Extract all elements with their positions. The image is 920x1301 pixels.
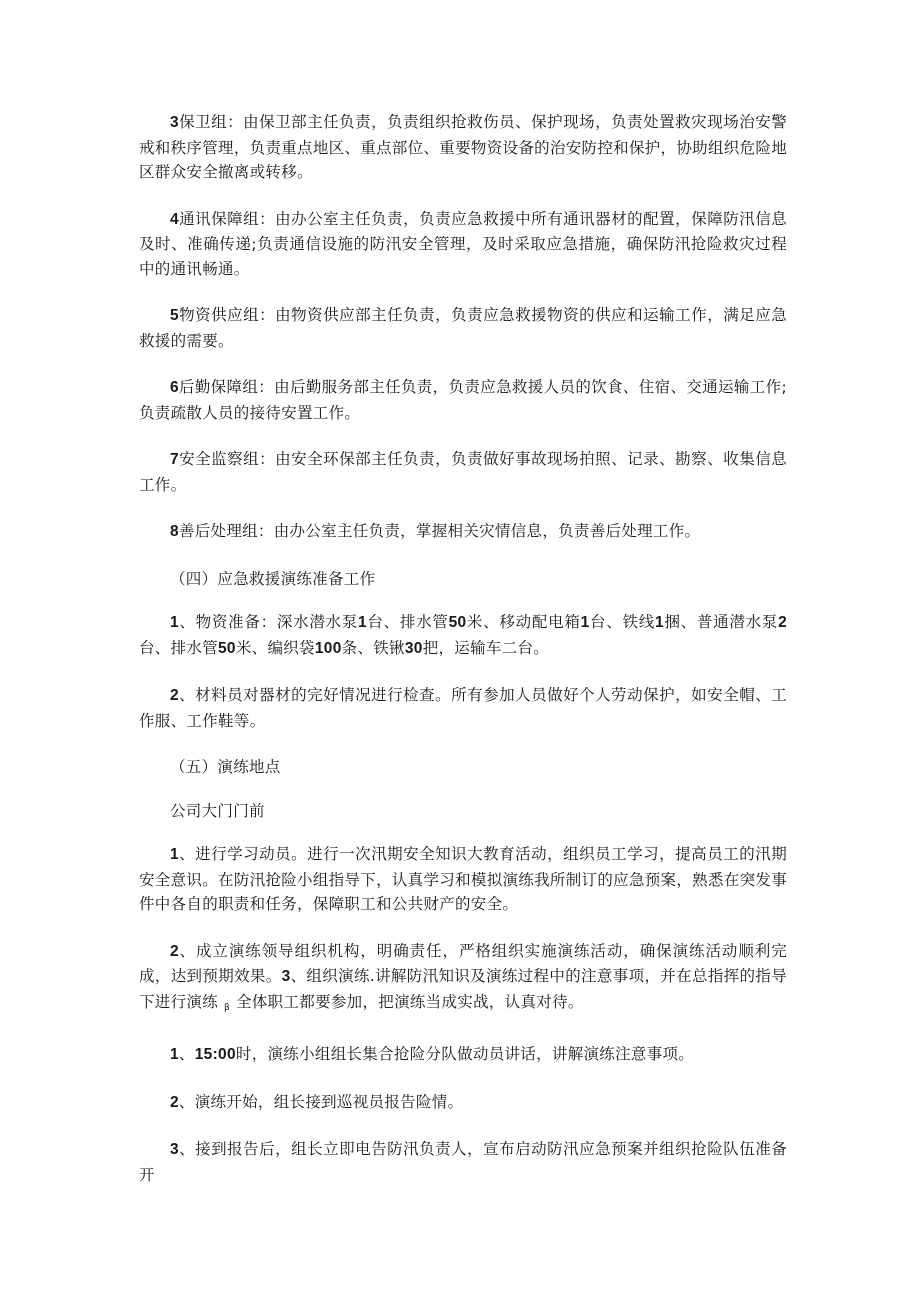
paragraph-aftermath-group: 8善后处理组：由办公室主任负责，掌握相关灾情信息，负责善后处理工作。 <box>170 522 701 540</box>
paragraph-logistics-group: 6后勤保障组：由后勤服务部主任负责，负责应急救援人员的饮食、住宿、交通运输工作;负责疏散人员的接待安置工作。 <box>139 378 787 422</box>
section-heading-preparation: （四）应急救援演练准备工作 <box>170 569 376 588</box>
section-heading-location: （五）演练地点 <box>170 758 281 776</box>
location-text: 公司大门门前 <box>170 801 265 820</box>
paragraph-safety-group: 7安全监察组：由安全环保部主任负责，负责做好事故现场拍照、记录、勘察、收集信息工作。 <box>139 450 787 494</box>
paragraph-communication-group: 4通讯保障组：由办公室主任负责，负责应急救援中所有通讯器材的配置，保障防汛信息及时、准确传递;负责通信设施的防汛安全管理，及时采取应急措施，确保防汛抢险救灾过程中的通讯畅通。 <box>139 209 787 278</box>
paragraph-security-group: 3保卫组：由保卫部主任负责，负责组织抢救伤员、保护现场，负责处置救灾现场治安警戒和秩序管理，负责重点地区、重点部位、重要物资设备的治安防控和保护，协助组织危险地区群众安全撤离或转移。 <box>139 113 787 181</box>
stray-mark: β <box>224 1002 231 1013</box>
paragraph-drill-organization: 2、成立演练领导组织机构，明确责任，严格组织实施演练活动，确保演练活动顺利完成，达到预期效果。3、组织演练.讲解防汛知识及演练过程中的注意事项，并在总指挥的指导下进行演练 $_\beta$ 全体职工都要参加，把演练当成实战，认真对待。 <box>139 941 787 1013</box>
paragraph-equipment-check: 2、材料员对器材的完好情况进行检查。所有参加人员做好个人劳动保护，如安全帽、工作服、工作鞋等。 <box>139 686 787 730</box>
document-body <box>139 110 787 1187</box>
paragraph-study-mobilization: 1、进行学习动员。进行一次汛期安全知识大教育活动，组织员工学习，提高员工的汛期安全意识。在防汛抢险小组指导下，认真学习和模拟演练我所制订的应急预案，熟悉在突发事件中各自的职责和任务，保障职工和公共财产的安全。 <box>139 845 787 913</box>
paragraph-supply-group: 5物资供应组：由物资供应部主任负责，负责应急救援物资的供应和运输工作，满足应急救援的需要。 <box>139 306 787 350</box>
process-step-3: 3、接到报告后，组长立即电告防汛负责人，宣布启动防汛应急预案并组织抢险队伍准备开 <box>139 1140 787 1184</box>
paragraph-material-preparation: 1、物资准备：深水潜水泵1台、排水管50米、移动配电箱1台、铁线1捆、普通潜水泵2台、排水管50米、编织袋100条、铁锹30把，运输车二台。 <box>139 613 787 657</box>
process-step-1: 1、15:00时，演练小组组长集合抢险分队做动员讲话，讲解演练注意事项。 <box>170 1045 695 1063</box>
process-step-2: 2、演练开始，组长接到巡视员报告险情。 <box>170 1092 464 1111</box>
